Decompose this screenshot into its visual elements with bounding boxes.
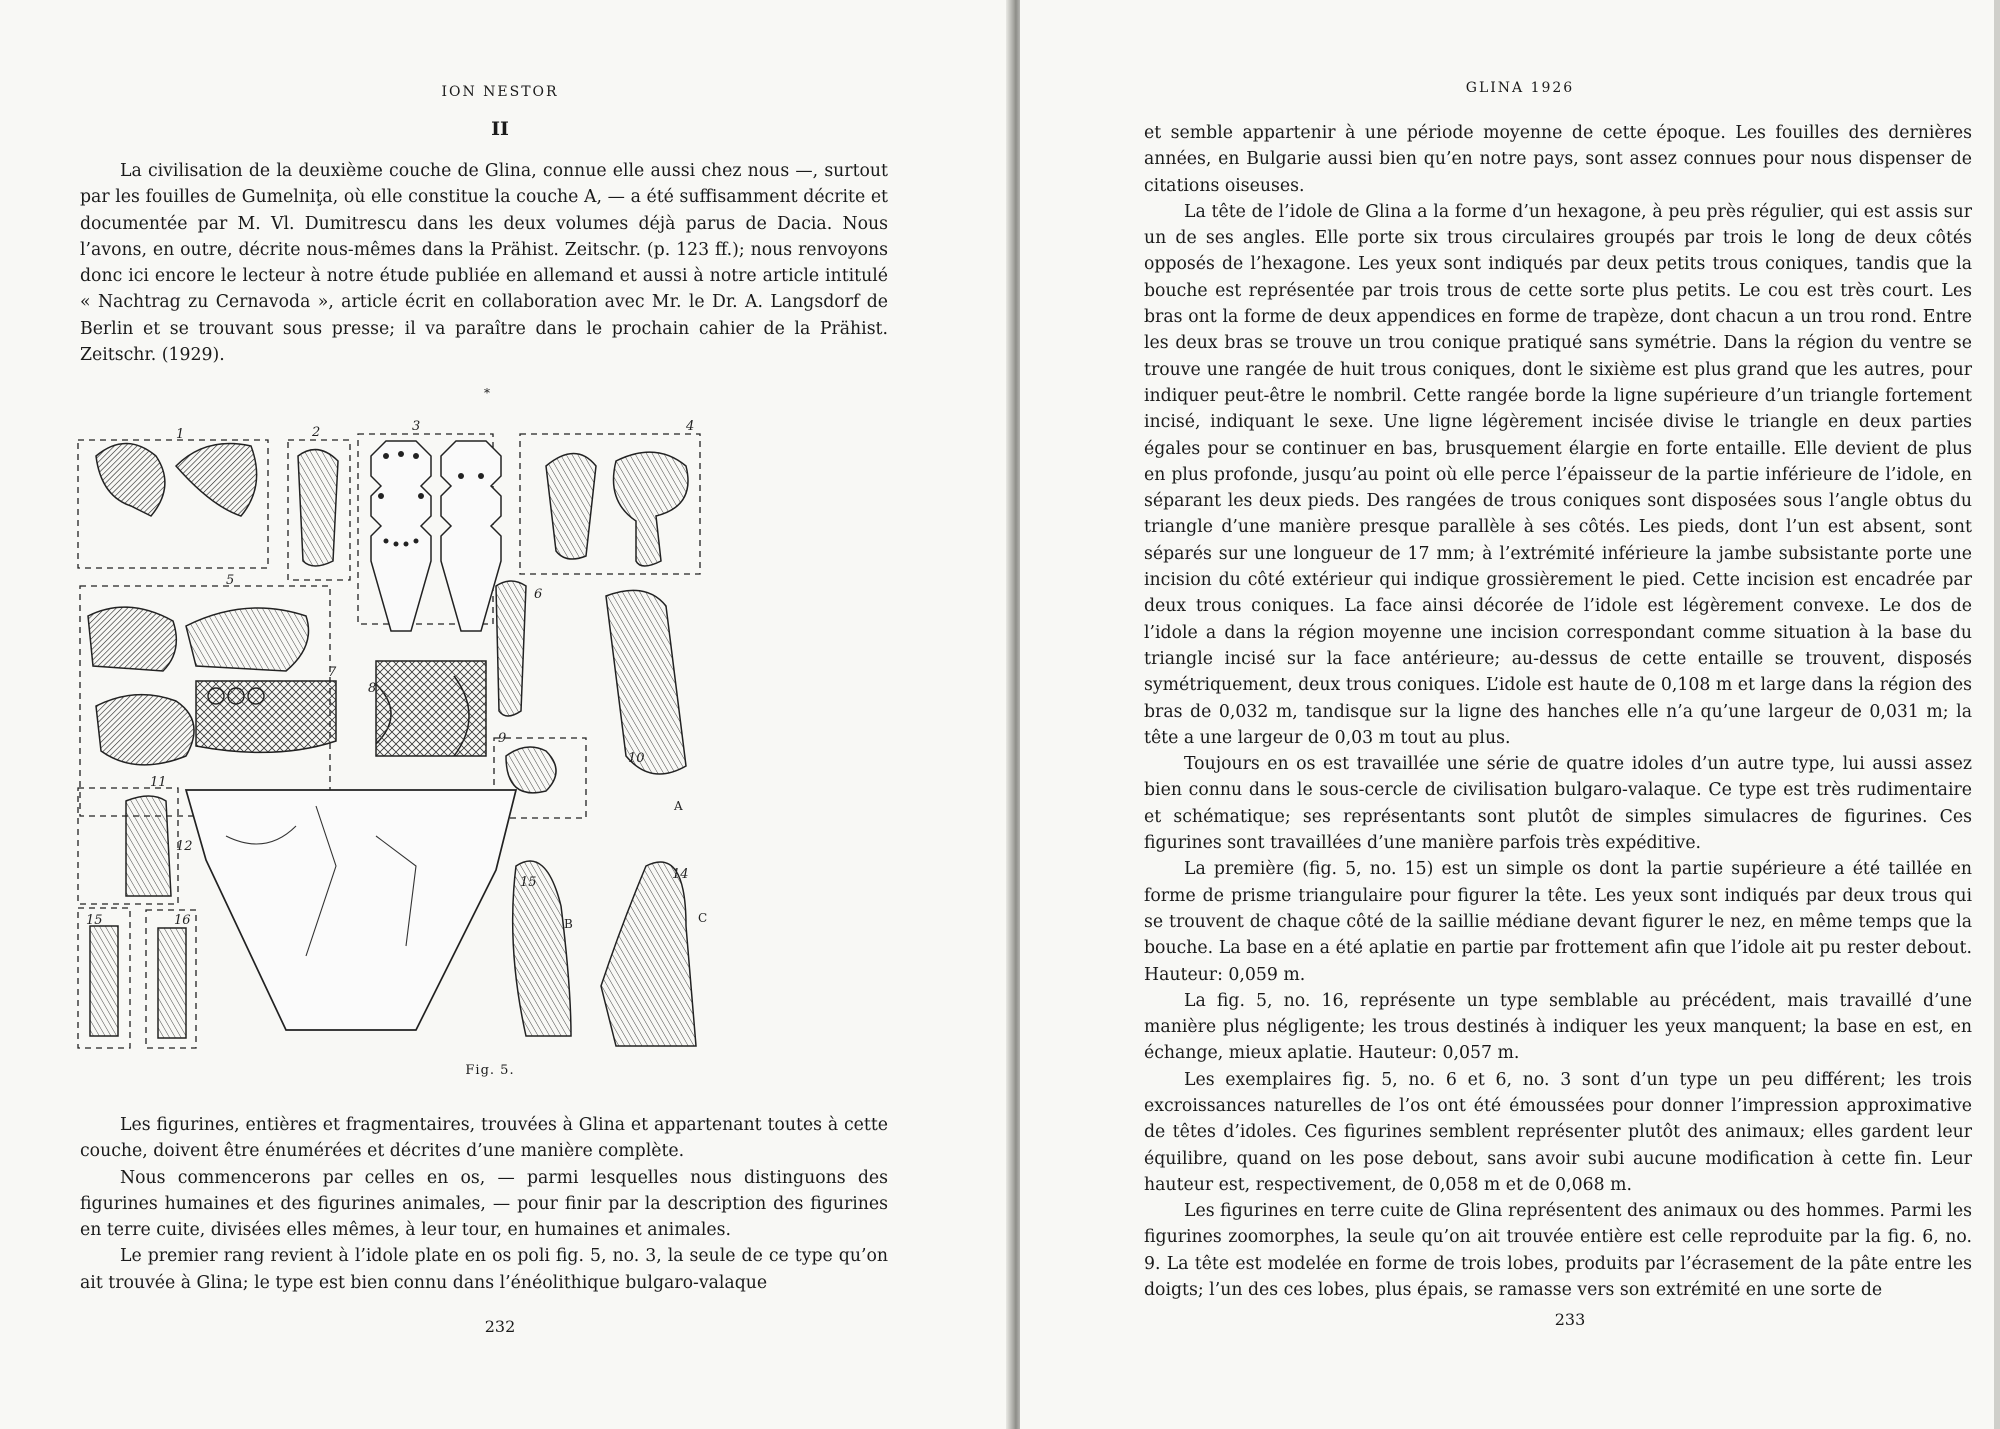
fig-label-11: 11 xyxy=(150,775,167,790)
fig-label-5: 5 xyxy=(226,573,235,588)
page-edge xyxy=(1994,0,2000,1429)
running-head-right: GLINA 1926 xyxy=(1465,80,1575,96)
fig-label-15-bone: 15 xyxy=(86,913,103,928)
fig-label-4: 4 xyxy=(686,419,695,434)
fig-label-10: 10 xyxy=(628,751,645,766)
paragraph: Nous commencerons par celles en os, — parmi lesquelles nous distinguons des figurines humaines et des figurines animales, — pour finir par la description des figurines en terre cuite, divisées elles mêmes, à leur tour, en humaines et animales. xyxy=(80,1167,888,1241)
intro-paragraph-block xyxy=(80,158,888,368)
paragraph: La fig. 5, no. 16, représente un type semblable au précédent, mais travaillé d’une manière plus négligente; les trous destinés à indiquer les yeux manquent; la base en est, en échange, mieux aplatie. Hauteur: 0,057 m. xyxy=(1144,990,1972,1064)
figure-5-plate xyxy=(76,416,906,1056)
figure-caption: Fig. 5. xyxy=(465,1063,515,1078)
fig-label-16: 16 xyxy=(174,913,191,928)
fig-label-9: 9 xyxy=(498,731,507,746)
page-number-right: 233 xyxy=(1554,1310,1586,1329)
fig-label-7: 7 xyxy=(328,665,337,680)
fig-label-B: B xyxy=(564,917,573,931)
fig-label-1: 1 xyxy=(176,427,185,442)
intro-paragraph: La civilisation de la deuxième couche de Glina, connue elle aussi chez nous —, surtout par les fouilles de Gumelniţa, où elle constitue la couche A, — a été suffisamment décrite et documentée par M. Vl. Dumitrescu dans les deux volumes déjà parus de Dacia. Nous l’avons, en outre, décrite nous-mêmes dans la Prähist. Zeitschr. (p. 123 ff.); nous renvoyons donc ici encore le lecteur à notre étude publiée en allemand et aussi à notre article intitulé « Nachtrag zu Cernavoda », article écrit en collaboration avec Mr. le Dr. A. Langsdorf de Berlin et se trouvant sous presse; il va paraître dans le prochain cahier de la Prähist. Zeitschr. (1929). xyxy=(80,161,888,366)
paragraph: Les exemplaires fig. 5, no. 6 et 6, no. 3 sont d’un type un peu différent; les trois excroissances naturelles de l’os ont été émoussées pour donner l’impression approximative de têtes d’idoles. Ces figurines semblent représenter plutôt des animaux; elles gardent leur équilibre, quand on les pose debout, sans avoir subi aucune modification à cette fin. Leur hauteur est, respectivement, de 0,058 m et de 0,068 m. xyxy=(1144,1069,1972,1195)
fig-label-C: C xyxy=(698,911,708,925)
fig-label-3: 3 xyxy=(412,419,421,434)
page-number-left: 232 xyxy=(484,1317,516,1336)
running-head-left: ION NESTOR xyxy=(441,84,559,100)
right-page xyxy=(1020,0,2000,1429)
fig-label-15: 15 xyxy=(520,875,537,890)
paragraph: La tête de l’idole de Glina a la forme d’un hexagone, à peu près régulier, qui est assis sur un de ses angles. Elle porte six trous circulaires groupés par trois le long de deux côtés opposés de l’hexagone. Les yeux sont indiqués par deux petits trous coniques, tandis que la bouche est représentée par trois trous de cette sorte plus petits. Le cou est très court. Les bras ont la forme de deux appendices en forme de trapèze, dont chacun a un trou rond. Entre les deux bras se trouve un trou conique pratiqué sans symétrie. Dans la région du ventre se trouve une rangée de huit trous coniques, dont le sixième est plus grand que les autres, pour indiquer peut-être le nombril. Cette rangée borde la ligne supérieure d’un triangle fortement incisé, indiquant le sexe. Une ligne légèrement incisée divise le triangle en deux parties égales pour se continuer en bas, brusquement élargie en forte entaille. Elle devient de plus en plus profonde, jusqu’au point où elle perce l’épaisseur de la partie inférieure de l’idole, en séparant les deux pieds. Des rangées de trous coniques sont disposées sous l’angle obtus du triangle d’une manière presque parallèle à ses côtés. Les pieds, dont l’un est absent, sont séparés sur une longueur de 17 mm; à l’extrémité inférieure la jambe subsistante porte une incision du côté extérieur qui indique grossièrement le pied. Cette incision est encadrée par deux trous coniques. La face ainsi décorée de l’idole est légèrement convexe. Le dos de l’idole a dans la région moyenne une incision correspondant comme situation à la base du triangle incisé sur la face antérieure; au-dessus de cette entaille se trouvent, disposés symétriquement, deux trous coniques. L’idole est haute de 0,108 m et large dans la région des bras de 0,032 m, tandisque sur la ligne des hanches elle n’a qu’une largeur de 0,031 m; la tête a une largeur de 0,03 m tout au plus. xyxy=(1144,201,1972,748)
fig-label-2: 2 xyxy=(312,425,321,440)
paragraph: Les figurines en terre cuite de Glina représentent des animaux ou des hommes. Parmi les figurines zoomorphes, la seule qu’on ait trouvée entière est celle reproduite par la fig. 6, no. 9. La tête est modelée en forme de trois lobes, produits par l’écrasement de la pâte entre les doigts; l’un des ces lobes, plus épais, se ramasse vers son extrémité en une sorte de xyxy=(1144,1201,1972,1301)
paragraph: Les figurines, entières et fragmentaires, trouvées à Glina et appartenant toutes à cette couche, doivent être énumérées et décrites d’une manière complète. xyxy=(80,1115,888,1162)
section-separator: * xyxy=(484,386,490,400)
section-heading: II xyxy=(491,118,509,140)
paragraph: La première (fig. 5, no. 15) est un simple os dont la partie supérieure a été taillée en forme de prisme triangulaire pour figurer la tête. Les yeux sont indiqués par deux trous qui se trouvent de chaque côté de la saillie médiane devant figurer le nez, en même temps que la bouche. La base en a été aplatie en partie par frottement afin que l’idole ait pu rester debout. Hauteur: 0,059 m. xyxy=(1144,859,1972,985)
bottom-paragraph-block xyxy=(80,1112,888,1296)
fig-label-6: 6 xyxy=(534,587,543,602)
fig-label-8: 8 xyxy=(368,681,377,696)
right-paragraph-block xyxy=(1144,120,1972,1303)
fig-label-A: A xyxy=(674,799,683,813)
fig-label-14: 14 xyxy=(672,867,689,882)
paragraph: et semble appartenir à une période moyenne de cette époque. Les fouilles des dernières années, en Bulgarie aussi bien qu’en notre pays, sont assez connues pour nous dispenser de citations oiseuses. xyxy=(1144,123,1972,196)
paragraph: Le premier rang revient à l’idole plate en os poli fig. 5, no. 3, la seule de ce type qu’on ait trouvée à Glina; le type est bien connu dans l’énéolithique bulgaro-valaque xyxy=(80,1246,888,1293)
figure-5-drawing xyxy=(76,416,906,1056)
paragraph: Toujours en os est travaillée une série de quatre idoles d’un autre type, lui aussi assez bien connu dans le sous-cercle de civilisation bulgaro-valaque. Ce type est très rudimentaire et schématique; ses représentants sont plutôt de simples simulacres de figurines. Ces figurines sont travaillées d’une manière parfois très expéditive. xyxy=(1144,754,1972,854)
fig-label-12: 12 xyxy=(176,839,193,854)
